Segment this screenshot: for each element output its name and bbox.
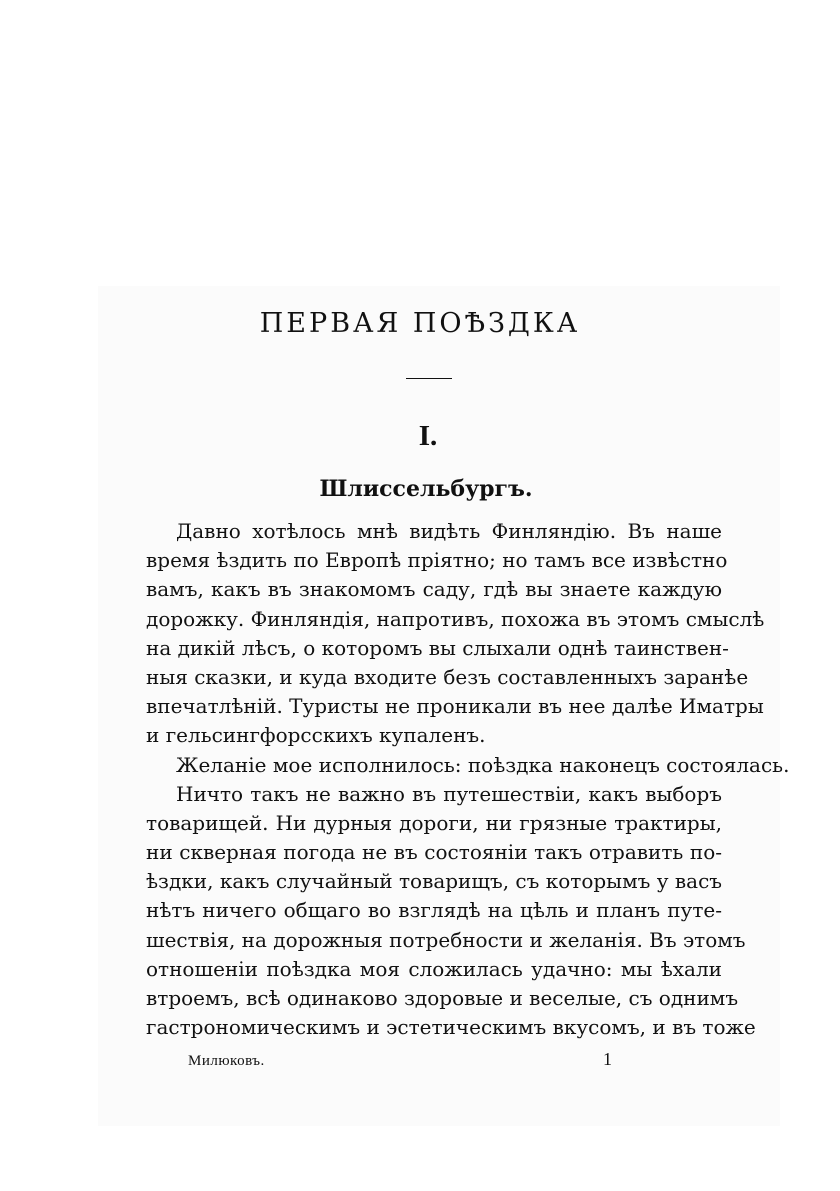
text-line: ни скверная погода не въ состояніи такъ отравить по- (146, 840, 722, 865)
text-line: товарищей. Ни дурныя дороги, ни грязные трактиры, (146, 810, 722, 835)
text-line: и гельсингфорсскихъ купаленъ. (146, 723, 486, 748)
text-line: шествія, на дорожныя потребности и желанія. Въ этомъ (146, 927, 746, 952)
text-line: Давно хотѣлось мнѣ видѣть Финляндію. Въ наше (176, 519, 722, 543)
text-line: впечатлѣній. Туристы не проникали въ нее далѣе Иматры (146, 694, 764, 719)
text-line: нѣтъ ничего общаго во взглядѣ на цѣль и планъ путе- (146, 898, 722, 923)
body-text (146, 517, 790, 1042)
text-line: втроемъ, всѣ одинаково здоровые и веселые, съ однимъ (146, 986, 739, 1010)
text-line: вамъ, какъ въ знакомомъ саду, гдѣ вы знаете каждую (146, 577, 722, 602)
page-number: 1 (603, 1049, 612, 1069)
page-footer (0, 1047, 840, 1077)
chapter-number: I. (418, 420, 438, 452)
footer-signature: Милюковъ. (188, 1053, 265, 1069)
text-line: Ничто такъ не важно въ путешествіи, какъ выборъ (176, 781, 722, 806)
text-line: ѣздки, какъ случайный товарищъ, съ которымъ у васъ (146, 869, 722, 894)
text-line: гастрономическимъ и эстетическимъ вкусомъ, и въ тоже (146, 1015, 756, 1040)
text-line: отношеніи поѣздка моя сложилась удачно: мы ѣхали (146, 956, 722, 981)
text-line: Желаніе мое исполнилось: поѣздка наконецъ состоялась. (176, 752, 790, 777)
title-divider (406, 378, 452, 379)
text-line: время ѣздить по Европѣ пріятно; но тамъ все извѣстно (146, 548, 728, 573)
text-line: ныя сказки, и куда входите безъ составленныхъ заранѣе (146, 664, 749, 689)
text-line: дорожку. Финляндія, напротивъ, похожа въ этомъ смыслѣ (146, 606, 765, 631)
page-title: ПЕРВАЯ ПОѢЗДКА (259, 308, 581, 339)
text-line: на дикій лѣсъ, о которомъ вы слыхали однѣ таинствен- (146, 635, 729, 660)
chapter-heading: Шлиссельбургъ. (319, 476, 533, 502)
